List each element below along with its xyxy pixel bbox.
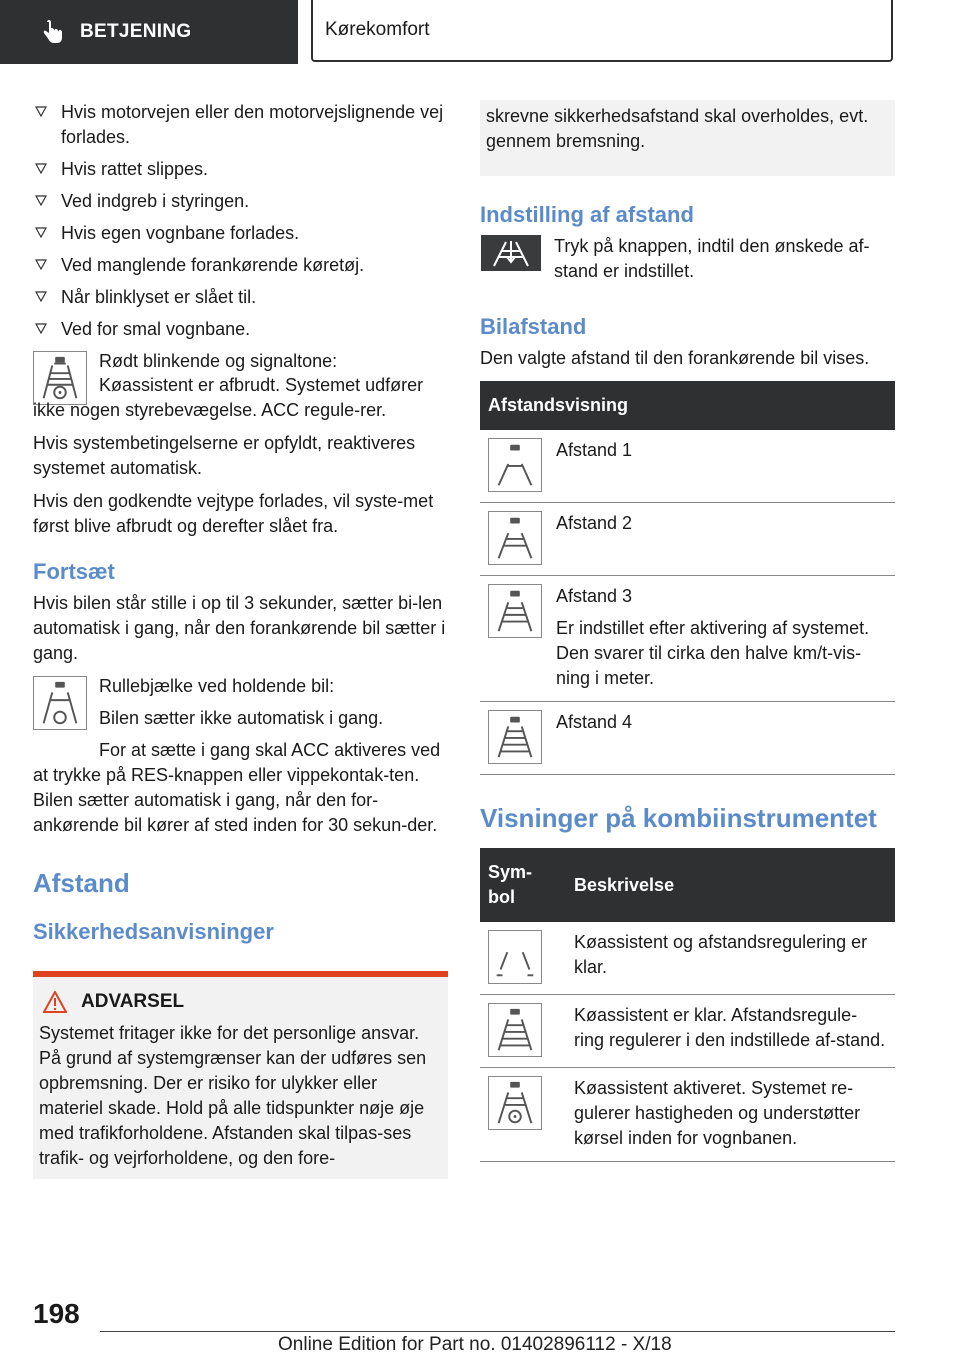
distance-note: Er indstillet efter aktivering af systemet. Den svarer til cirka den halve km/t-vis-ning i meter. <box>556 618 870 688</box>
distance-label: Afstand 4 <box>556 712 633 732</box>
list-item: Hvis egen vognbane forlades. <box>33 221 448 246</box>
paragraph: Hvis den godkendte vejtype forlades, vil syste-met først blive afbrudt og derefter slået fra. <box>33 491 434 536</box>
distance-button-text: Tryk på knappen, indtil den ønskede af-stand er indstillet. <box>554 236 870 281</box>
warning-text: Systemet fritager ikke for det personlige ansvar. På grund af systemgrænser kan der udføres sen opbremsning. Der er risiko for ulykker eller materiel skade. Hold på alle tidspunkter nøje øje med trafikforholdene. Afstanden skal tilpas-ses trafik- og vejrforholdene, og den fore- <box>39 1023 427 1168</box>
triangle-bullet-icon <box>35 195 47 207</box>
section-label: BETJENING <box>80 21 192 42</box>
indstilling-heading: Indstilling af afstand <box>480 202 694 227</box>
distance-4-icon <box>488 710 542 764</box>
table-row <box>480 576 895 702</box>
steering-assist-red-icon <box>33 351 87 405</box>
warning-continued <box>480 100 895 176</box>
paragraph: Hvis bilen står stille i op til 3 sekunder, sætter bi-len automatisk i gang, når den forankørende bil sætter i gang. <box>33 593 446 663</box>
page-number: 198 <box>33 1298 80 1329</box>
red-signal-text: Køassistent er afbrudt. Systemet udfører ikke nogen styrebevægelse. ACC regule-rer. <box>33 375 424 420</box>
triangle-bullet-icon <box>35 163 47 175</box>
edition-text: Online Edition for Part no. 01402896112 - X/18 <box>278 1334 672 1355</box>
triangle-bullet-icon <box>35 323 47 335</box>
warning-triangle-icon <box>43 991 67 1013</box>
table-header: Afstandsvisning <box>480 381 895 430</box>
hand-pointer-icon <box>40 19 66 45</box>
symbol-col-header: Sym-bol <box>480 848 566 922</box>
distance-2-icon <box>488 511 542 565</box>
list-item: Ved indgreb i styringen. <box>33 189 448 214</box>
red-signal-title: Rødt blinkende og signaltone: <box>99 351 338 371</box>
distance-label: Afstand 1 <box>556 440 633 460</box>
table-row <box>480 430 895 503</box>
distance-label: Afstand 3 <box>556 586 633 606</box>
distance-button-block <box>480 234 895 284</box>
triangle-bullet-icon <box>35 227 47 239</box>
description-col-header: Beskrivelse <box>566 848 895 922</box>
bilafstand-heading: Bilafstand <box>480 314 587 339</box>
distance-3-icon <box>488 584 542 638</box>
paragraph: Hvis systembetingelserne er opfyldt, reaktiveres systemet automatisk. <box>33 433 416 478</box>
table-row <box>480 503 895 576</box>
triangle-bullet-icon <box>35 106 47 118</box>
distance-table <box>480 381 895 775</box>
deactivation-list <box>33 100 448 342</box>
symbol-description: Køassistent er klar. Afstandsregule-ring regulerer i den indstillede af-stand. <box>566 995 895 1068</box>
warning-box <box>33 971 448 1179</box>
list-item: Når blinklyset er slået til. <box>33 285 448 310</box>
chapter-tab <box>311 0 893 62</box>
roll-bar-text: Bilen sætter ikke automatisk i gang. <box>99 708 384 728</box>
footer-divider <box>100 1331 895 1332</box>
symbol-description: Køassistent aktiveret. Systemet re-gulerer hastigheden og understøtter kørsel inden for vognbanen. <box>566 1068 895 1162</box>
chapter-label: Kørekomfort <box>325 19 430 40</box>
roll-bar-icon <box>33 676 87 730</box>
bilafstand-text: Den valgte afstand til den forankørende bil vises. <box>480 348 870 368</box>
visninger-heading: Visninger på kombiinstrumentet <box>480 803 877 833</box>
list-item: Ved for smal vognbane. <box>33 317 448 342</box>
fortsaet-heading: Fortsæt <box>33 559 115 584</box>
roll-bar-block <box>33 674 448 738</box>
triangle-bullet-icon <box>35 291 47 303</box>
symbol-description: Køassistent og afstandsregulering er klar. <box>566 922 895 995</box>
distance-control-icon <box>488 1003 542 1057</box>
list-item: Ved manglende forankørende køretøj. <box>33 253 448 278</box>
warning-title: ADVARSEL <box>43 991 442 1013</box>
lane-assist-active-icon <box>488 1076 542 1130</box>
distance-label: Afstand 2 <box>556 513 633 533</box>
table-row <box>480 922 895 995</box>
list-item: Hvis rattet slippes. <box>33 157 448 182</box>
symbol-table <box>480 848 895 1162</box>
warning-continued-text: skrevne sikkerhedsafstand skal overholdes, evt. gennem bremsning. <box>486 106 869 151</box>
table-row <box>480 995 895 1068</box>
left-column <box>33 100 448 1179</box>
afstand-heading: Afstand <box>33 868 130 898</box>
table-row <box>480 1068 895 1162</box>
safety-heading: Sikkerhedsanvisninger <box>33 919 274 944</box>
list-item: Hvis motorvejen eller den motorvejslignende vej forlades. <box>33 100 448 150</box>
roll-bar-title: Rullebjælke ved holdende bil: <box>99 676 335 696</box>
section-tab[interactable] <box>0 0 298 64</box>
right-column <box>480 100 895 1162</box>
ready-icon <box>488 930 542 984</box>
roll-bar-instructions: For at sætte i gang skal ACC aktiveres ved at trykke på RES-knappen eller vippekontak-ten. Bilen sætter automatisk i gang, når den for-ankørende bil kører af sted inden for 30 sekun-der. <box>33 740 441 835</box>
table-row <box>480 702 895 775</box>
distance-button-icon <box>480 234 542 272</box>
triangle-bullet-icon <box>35 259 47 271</box>
distance-1-icon <box>488 438 542 492</box>
